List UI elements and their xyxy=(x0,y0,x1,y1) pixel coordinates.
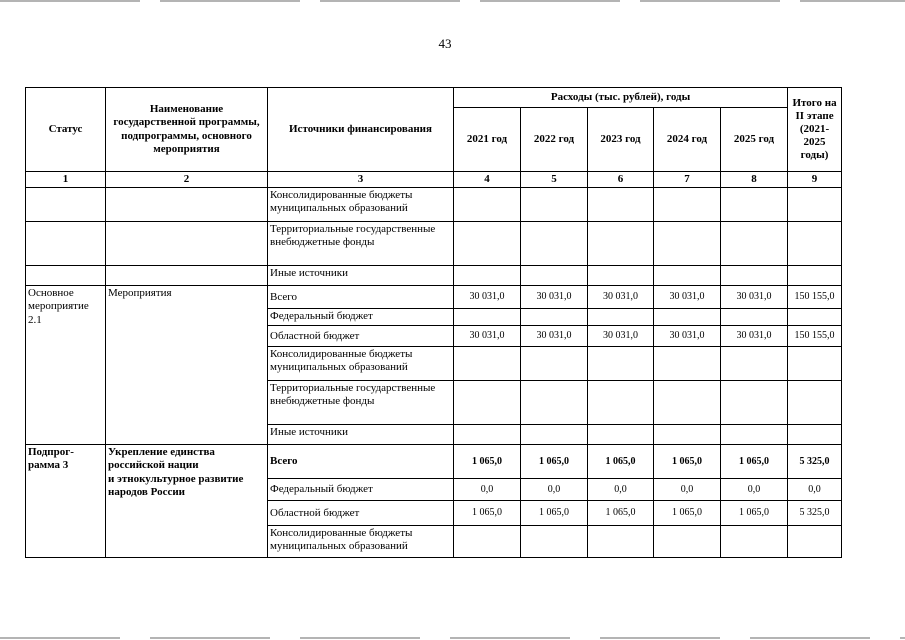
value-cell: 1 065,0 xyxy=(521,445,588,479)
value-cell: 1 065,0 xyxy=(588,501,654,526)
value-cell xyxy=(721,309,788,326)
value-cell xyxy=(521,222,588,266)
header-year: 2024 год xyxy=(654,108,721,172)
value-cell: 30 031,0 xyxy=(654,286,721,309)
value-cell xyxy=(654,381,721,425)
value-cell xyxy=(454,526,521,558)
value-cell: 1 065,0 xyxy=(521,501,588,526)
column-number: 8 xyxy=(721,172,788,188)
total-cell xyxy=(788,347,842,381)
page-number: 43 xyxy=(438,36,452,51)
value-cell xyxy=(521,381,588,425)
source-cell: Территориальные государственные внебюджетные фонды xyxy=(268,381,454,425)
source-cell: Всего xyxy=(268,286,454,309)
status-cell: Основное мероприятие 2.1 xyxy=(26,286,106,445)
column-number: 9 xyxy=(788,172,842,188)
name-cell xyxy=(106,188,268,222)
column-number: 4 xyxy=(454,172,521,188)
value-cell xyxy=(521,188,588,222)
scan-bottom-edge xyxy=(0,637,905,639)
value-cell xyxy=(454,188,521,222)
value-cell xyxy=(588,188,654,222)
name-cell xyxy=(106,222,268,266)
value-cell: 1 065,0 xyxy=(588,445,654,479)
value-cell xyxy=(454,222,521,266)
table-row xyxy=(26,445,842,479)
value-cell xyxy=(721,188,788,222)
value-cell xyxy=(654,425,721,445)
source-cell: Консолидированные бюджеты муниципальных образований xyxy=(268,347,454,381)
value-cell xyxy=(588,381,654,425)
source-cell: Федеральный бюджет xyxy=(268,479,454,501)
value-cell xyxy=(588,309,654,326)
value-cell xyxy=(654,188,721,222)
value-cell xyxy=(721,222,788,266)
total-cell: 150 155,0 xyxy=(788,326,842,347)
source-cell: Консолидированные бюджеты муниципальных образований xyxy=(268,188,454,222)
value-cell: 1 065,0 xyxy=(721,445,788,479)
total-cell xyxy=(788,266,842,286)
value-cell xyxy=(454,425,521,445)
total-cell: 0,0 xyxy=(788,479,842,501)
value-cell xyxy=(654,347,721,381)
value-cell: 0,0 xyxy=(654,479,721,501)
column-number: 6 xyxy=(588,172,654,188)
header-expenses: Расходы (тыс. рублей), годы xyxy=(454,88,788,108)
table-row xyxy=(26,286,842,309)
value-cell xyxy=(721,526,788,558)
total-cell xyxy=(788,309,842,326)
header-year: 2021 год xyxy=(454,108,521,172)
value-cell xyxy=(721,425,788,445)
value-cell: 30 031,0 xyxy=(521,286,588,309)
value-cell xyxy=(454,309,521,326)
value-cell xyxy=(654,309,721,326)
name-line: и этнокультурное развитие народов России xyxy=(108,472,244,498)
value-cell: 30 031,0 xyxy=(721,286,788,309)
value-cell: 0,0 xyxy=(588,479,654,501)
source-cell: Консолидированные бюджеты муниципальных образований xyxy=(268,526,454,558)
total-cell xyxy=(788,381,842,425)
value-cell xyxy=(454,381,521,425)
value-cell xyxy=(654,526,721,558)
status-cell xyxy=(26,266,106,286)
total-cell: 5 325,0 xyxy=(788,445,842,479)
value-cell xyxy=(521,347,588,381)
total-cell: 150 155,0 xyxy=(788,286,842,309)
value-cell xyxy=(588,425,654,445)
header-status: Статус xyxy=(26,88,106,172)
value-cell xyxy=(521,309,588,326)
value-cell: 0,0 xyxy=(721,479,788,501)
status-cell xyxy=(26,188,106,222)
source-cell: Областной бюджет xyxy=(268,501,454,526)
source-cell: Федеральный бюджет xyxy=(268,309,454,326)
value-cell: 1 065,0 xyxy=(454,501,521,526)
value-cell xyxy=(454,347,521,381)
value-cell xyxy=(721,347,788,381)
column-number: 3 xyxy=(268,172,454,188)
value-cell: 1 065,0 xyxy=(721,501,788,526)
value-cell xyxy=(721,266,788,286)
header-total: Итого на II этапе (2021-2025 годы) xyxy=(788,88,842,172)
table-row xyxy=(26,188,842,222)
value-cell xyxy=(654,222,721,266)
source-cell: Иные источники xyxy=(268,266,454,286)
total-cell xyxy=(788,425,842,445)
name-cell xyxy=(106,266,268,286)
header-year: 2025 год xyxy=(721,108,788,172)
total-cell xyxy=(788,188,842,222)
value-cell xyxy=(588,526,654,558)
value-cell: 30 031,0 xyxy=(654,326,721,347)
value-cell xyxy=(588,266,654,286)
total-cell: 5 325,0 xyxy=(788,501,842,526)
value-cell: 1 065,0 xyxy=(454,445,521,479)
value-cell xyxy=(521,526,588,558)
value-cell: 30 031,0 xyxy=(721,326,788,347)
header-year: 2023 год xyxy=(588,108,654,172)
column-number: 5 xyxy=(521,172,588,188)
source-cell: Областной бюджет xyxy=(268,326,454,347)
budget-table xyxy=(25,87,842,558)
value-cell: 30 031,0 xyxy=(521,326,588,347)
name-line: Укрепление единства российской нации xyxy=(108,446,215,472)
table-row xyxy=(26,266,842,286)
header-year: 2022 год xyxy=(521,108,588,172)
status-cell: Подпрог-рамма 3 xyxy=(26,445,106,558)
value-cell: 1 065,0 xyxy=(654,501,721,526)
value-cell: 30 031,0 xyxy=(588,286,654,309)
value-cell: 0,0 xyxy=(521,479,588,501)
value-cell: 30 031,0 xyxy=(454,286,521,309)
value-cell xyxy=(588,347,654,381)
header-name: Наименование государственной программы, подпрограммы, основного мероприятия xyxy=(106,88,268,172)
value-cell xyxy=(654,266,721,286)
name-cell: Мероприятия xyxy=(106,286,268,445)
column-number: 7 xyxy=(654,172,721,188)
value-cell xyxy=(721,381,788,425)
source-cell: Территориальные государственные внебюджетные фонды xyxy=(268,222,454,266)
header-sources: Источники финансирования xyxy=(268,88,454,172)
column-number: 2 xyxy=(106,172,268,188)
source-cell: Иные источники xyxy=(268,425,454,445)
table-row xyxy=(26,222,842,266)
name-cell xyxy=(106,445,268,558)
scan-top-edge xyxy=(0,0,905,2)
column-number: 1 xyxy=(26,172,106,188)
total-cell xyxy=(788,526,842,558)
value-cell xyxy=(521,425,588,445)
value-cell xyxy=(454,266,521,286)
value-cell: 1 065,0 xyxy=(654,445,721,479)
value-cell xyxy=(588,222,654,266)
value-cell: 30 031,0 xyxy=(454,326,521,347)
value-cell xyxy=(521,266,588,286)
value-cell: 30 031,0 xyxy=(588,326,654,347)
value-cell: 0,0 xyxy=(454,479,521,501)
source-cell: Всего xyxy=(268,445,454,479)
column-numbers-row xyxy=(26,172,842,188)
status-cell xyxy=(26,222,106,266)
total-cell xyxy=(788,222,842,266)
